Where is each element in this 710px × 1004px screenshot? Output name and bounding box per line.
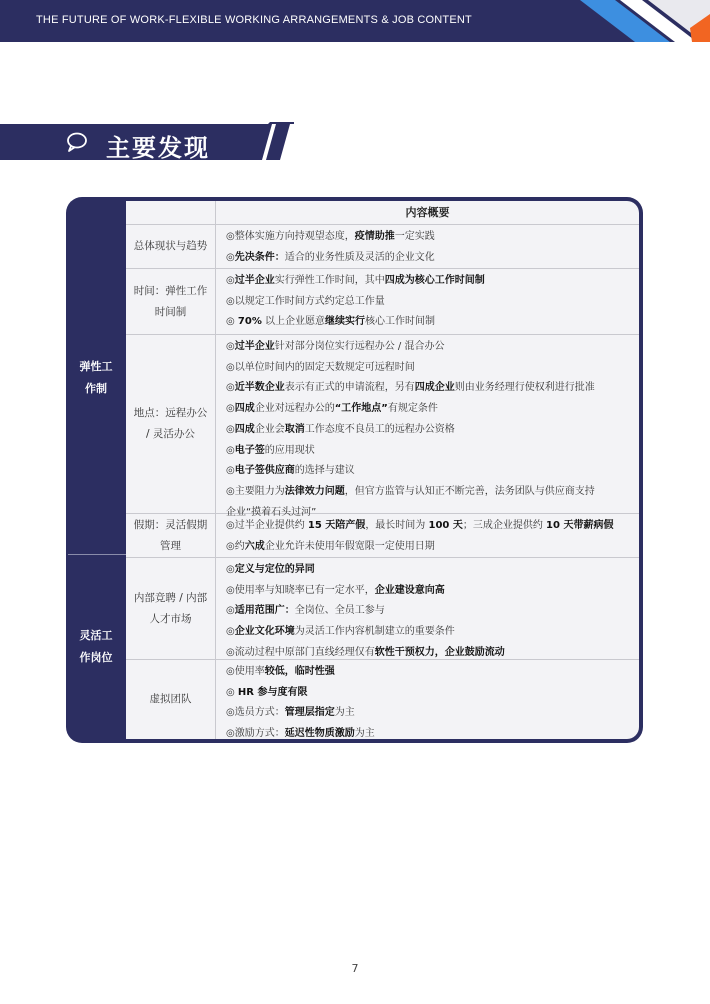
finding-item [226, 537, 636, 558]
finding-item [226, 662, 636, 683]
table-row-remote-office [126, 335, 639, 518]
finding-text: ◎ [226, 382, 235, 394]
finding-text: 则由业务经理行使权利进行批准 [454, 382, 595, 394]
finding-text: ◎过半企业提供约 [226, 520, 308, 531]
row-category: 时间：弹性工作时间制 [126, 269, 216, 334]
finding-text: 针对部分岗位实行远程办公 / 混合办公 [274, 341, 445, 352]
finding-item [226, 227, 636, 248]
finding-item [226, 420, 636, 441]
finding-text: ，但官方监管与认知正不断完善，法务团队与供应商支持 [344, 485, 595, 497]
finding-text: 适合的业务性质及灵活的企业文化 [284, 251, 435, 263]
finding-emphasis: 适用范围广： [234, 605, 295, 617]
finding-text: ◎整体实施方向持观望态度， [226, 231, 355, 242]
finding-text: ；三成企业提供约 [462, 520, 547, 531]
table-row-overall-status [126, 225, 639, 269]
speech-bubble-icon [66, 131, 88, 153]
finding-item [226, 461, 636, 482]
finding-text: ◎以规定工作时间方式约定总工作量 [226, 295, 385, 307]
finding-text: 为主 [354, 728, 375, 740]
finding-emphasis: 过半企业 [234, 275, 275, 286]
finding-emphasis: 10 天带薪病假 [546, 520, 614, 531]
running-header [0, 0, 710, 42]
finding-text: 实行弹性工作时间，其中 [274, 275, 385, 286]
finding-emphasis: 软性干预权力，企业鼓励流动 [374, 646, 505, 658]
table-body [126, 201, 639, 739]
finding-emphasis: 四成 [234, 423, 255, 435]
finding-item [226, 724, 636, 743]
finding-text: ◎使用率与知晓率已有一定水平， [226, 584, 375, 596]
finding-text: 企业会 [254, 423, 285, 435]
finding-emphasis: 近半数企业 [234, 382, 285, 394]
row-items [226, 516, 636, 557]
row-category: 总体现状与趋势 [126, 225, 216, 268]
group-label-flexible-work-system: 弹性工 作制 [79, 359, 113, 395]
finding-emphasis: 企业文化环境 [234, 626, 295, 638]
table-row-virtual-team [126, 660, 639, 739]
finding-text: ◎ [226, 341, 235, 352]
finding-text: ◎ [226, 626, 235, 638]
finding-item [226, 271, 636, 292]
row-items [226, 337, 636, 523]
finding-item [226, 358, 636, 379]
finding-emphasis: 四成企业 [414, 382, 455, 394]
section-title-banner [0, 122, 300, 162]
finding-emphasis: 电子签 [234, 444, 265, 456]
finding-item [226, 248, 636, 269]
finding-emphasis: 四成 [234, 403, 255, 415]
finding-text: 企业对远程办公的 [254, 403, 335, 415]
finding-emphasis: 先决条件： [234, 251, 285, 263]
finding-text: ◎激励方式： [226, 728, 285, 740]
finding-text: 有规定条件 [387, 403, 438, 415]
finding-item [226, 441, 636, 462]
finding-text: ◎ [226, 444, 235, 456]
finding-item [226, 516, 636, 537]
finding-text: 工作态度不良员工的远程办公资格 [304, 423, 455, 435]
finding-emphasis: 取消 [284, 423, 305, 435]
row-category: 地点：远程办公 / 灵活办公 [126, 335, 216, 513]
section-title: 主要发现 [106, 134, 210, 162]
finding-text: ◎以单位时间内的固定天数规定可远程时间 [226, 361, 415, 373]
finding-emphasis: 企业建设意向高 [374, 584, 445, 596]
finding-text: 的选择与建议 [294, 465, 355, 477]
finding-text: ◎使用率 [226, 666, 265, 677]
row-category: 虚拟团队 [126, 660, 216, 739]
finding-text: 核心工作时间制 [365, 316, 436, 328]
row-items [226, 560, 636, 664]
findings-table [66, 197, 643, 743]
finding-emphasis: 定义与定位的异同 [234, 564, 315, 575]
table-header-empty-cell [126, 201, 216, 225]
finding-item [226, 601, 636, 622]
finding-item [226, 482, 636, 503]
finding-text: ◎ [226, 251, 235, 263]
row-items [226, 227, 636, 268]
finding-text: 为主 [334, 707, 355, 719]
finding-item [226, 560, 636, 581]
finding-emphasis: 六成 [244, 540, 265, 552]
page-number: 7 [351, 962, 359, 975]
finding-item [226, 312, 636, 333]
finding-emphasis: “工作地点” [334, 403, 388, 415]
table-row-internal-talent-market [126, 558, 639, 660]
row-category: 内部竞聘 / 内部人才市场 [126, 558, 216, 659]
finding-text: ◎ [226, 423, 235, 435]
finding-text: 企业允许未使用年假宽限一定使用日期 [264, 540, 435, 552]
finding-text: ◎ [226, 605, 235, 617]
finding-text: ，最长时间为 [365, 520, 429, 531]
finding-text: ◎约 [226, 540, 245, 552]
finding-item [226, 703, 636, 724]
finding-emphasis: 四成为核心工作时间制 [384, 275, 485, 286]
table-header-row [126, 201, 639, 225]
finding-emphasis: 15 天陪产假 [307, 520, 366, 531]
finding-text: 企业“摸着石头过河” [226, 506, 317, 518]
finding-emphasis: 延迟性物质激励 [284, 728, 355, 740]
header-stripes-decoration [540, 0, 710, 42]
finding-text: ◎流动过程中原部门直线经理仅有 [226, 646, 375, 658]
finding-emphasis: 法律效力问题 [284, 485, 345, 497]
finding-item [226, 292, 636, 313]
finding-text: ◎ [226, 465, 235, 477]
table-row-flexible-leave [126, 514, 639, 558]
finding-item [226, 581, 636, 602]
finding-text: 以上企业愿意 [261, 316, 326, 328]
finding-text: ◎ [226, 564, 235, 575]
finding-emphasis: HR 参与度有限 [237, 686, 308, 698]
finding-text: 表示有正式的申请流程，另有 [284, 382, 415, 394]
table-row-flexible-hours [126, 269, 639, 335]
finding-emphasis: 100 天 [428, 520, 463, 531]
table-header-title: 内容概要 [405, 206, 450, 219]
finding-emphasis: 70% [237, 316, 262, 328]
row-items [226, 662, 636, 743]
finding-item [226, 683, 636, 704]
finding-emphasis: 继续实行 [325, 316, 366, 328]
finding-emphasis: 较低，临时性强 [264, 666, 335, 677]
row-category: 假期：灵活假期管理 [126, 514, 216, 557]
finding-emphasis: 管理层指定 [284, 707, 335, 719]
finding-text: ◎选员方式： [226, 707, 285, 719]
finding-text: ◎ [226, 403, 235, 415]
finding-emphasis: 疫情助推 [354, 231, 395, 242]
finding-text: ◎ [226, 686, 238, 698]
finding-text: 为灵活工作内容机制建立的重要条件 [294, 626, 455, 638]
finding-text: 一定实践 [394, 231, 435, 242]
finding-item [226, 622, 636, 643]
group-label-flexible-positions: 灵活工 作岗位 [79, 629, 113, 664]
finding-emphasis: 过半企业 [234, 341, 275, 352]
row-items [226, 271, 636, 333]
finding-emphasis: 电子签供应商 [234, 465, 295, 477]
finding-text: ◎ [226, 316, 238, 328]
finding-item [226, 378, 636, 399]
finding-item [226, 337, 636, 358]
running-header-text: THE FUTURE OF WORK-FLEXIBLE WORKING ARRANGEMENTS & JOB CONTENT [36, 14, 472, 26]
finding-text: 的应用现状 [264, 444, 315, 456]
finding-text: 全岗位、全员工参与 [294, 605, 385, 617]
finding-item [226, 399, 636, 420]
finding-text: ◎主要阻力为 [226, 485, 285, 497]
finding-text: ◎ [226, 275, 235, 286]
